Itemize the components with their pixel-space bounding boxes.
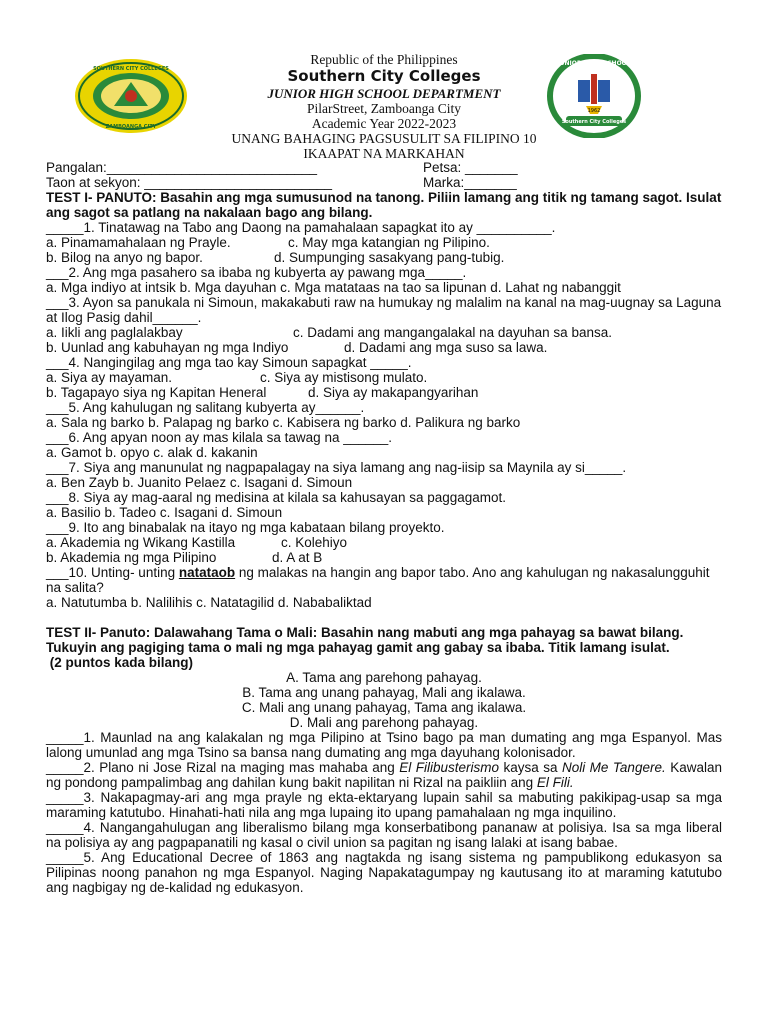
- exam-quarter: IKAAPAT NA MARKAHAN: [303, 146, 465, 161]
- q1-option-b: b. Bilog na anyo ng bapor.: [46, 250, 203, 265]
- guide-b: B. Tama ang unang pahayag, Mali ang ikalawa.: [242, 685, 526, 700]
- question-6: ___6. Ang apyan noon ay mas kilala sa tawag na ______.: [46, 430, 393, 445]
- q1-option-c: c. May mga katangian ng Pilipino.: [288, 235, 490, 250]
- exam-content: [46, 160, 722, 895]
- academic-year: Academic Year 2022-2023: [311, 116, 457, 131]
- q10-suffix: ng malakas na hangin ang bapor tabo. Ano ang kahulugan ng nakasalungguhit na salita?: [46, 565, 710, 595]
- name-date-row: [46, 160, 722, 175]
- seal-text-bottom: ZAMBOANGA CITY: [105, 124, 157, 130]
- logo-text-top: JUNIOR HIGH SCHOOL: [557, 60, 631, 67]
- guide-a: A. Tama ang parehong pahayag.: [286, 670, 482, 685]
- q4-option-d: d. Siya ay makapangyarihan: [308, 385, 479, 400]
- q1-option-a: a. Pinamamahalaan ng Prayle.: [46, 235, 231, 250]
- section-grade-row: [46, 175, 722, 190]
- q10-prefix: ___10. Unting- unting: [46, 565, 179, 580]
- q1-option-d: d. Sumpunging sasakyang pang-tubig.: [274, 250, 505, 265]
- republic-line: Republic of the Philippines: [310, 52, 458, 67]
- question-5: ___5. Ang kahulugan ng salitang kubyerta ay______.: [46, 400, 365, 415]
- test1-instruction: TEST I- PANUTO: Basahin ang mga sumusunod na tanong. Piliin lamang ang titik ng tamang sagot. Isulat ang sagot sa patlang na nakalaan bago ang bilang.: [46, 190, 722, 220]
- question-10: [46, 565, 722, 595]
- guide-c: C. Mali ang unang pahayag, Tama ang ikalawa.: [241, 700, 527, 715]
- test2-points: (2 puntos kada bilang): [46, 655, 194, 670]
- question-3: ___3. Ayon sa panukala ni Simoun, makakabuti raw na humukay ng malalim na kanal na mag-uugnay sa Laguna at Ilog Pasig dahil______.: [46, 295, 722, 325]
- question-4: ___4. Nangingilag ang mga tao kay Simoun sapagkat _____.: [46, 355, 412, 370]
- q9-option-b: b. Akademia ng mga Pilipino: [46, 550, 217, 565]
- statement-2: [46, 760, 722, 790]
- q10-options: a. Natutumba b. Nalilihis c. Natatagilid d. Nababaliktad: [46, 595, 372, 610]
- s2-part-c: Kawalan ng pondong pampalimbag ang dahilan kung bakit napilitan ni Rizal na paikliin ang: [46, 760, 722, 790]
- name-field[interactable]: Pangalan:____________________________: [46, 160, 318, 175]
- q2-options: a. Mga indiyo at intsik b. Mga dayuhan c. Mga matataas na tao sa lipunan d. Lahat ng nabanggit: [46, 280, 621, 295]
- seal-text-top: SOUTHERN CITY COLLEGES: [93, 66, 169, 72]
- grade-field[interactable]: Marka:_______: [423, 175, 517, 190]
- q8-options: a. Basilio b. Tadeo c. Isagani d. Simoun: [46, 505, 283, 520]
- q4-option-b: b. Tagapayo siya ng Kapitan Heneral: [46, 385, 267, 400]
- statement-1: _____1. Maunlad na ang kalakalan ng mga Pilipino at Tsino bago pa man dumating ang mga Espanyol. Mas lalong umunlad ang mga Tsino sa bansa nang dumating ang mga dayuhang kolonisador.: [46, 730, 722, 760]
- statement-4: _____4. Nangangahulugan ang liberalismo bilang mga konserbatibong pananaw at polisiya. Isa sa mga liberal na polisiya ay ang pagpapanatili ng kasal o civil union sa pagitan ng isang lalaki at isang babae.: [46, 820, 722, 850]
- school-address: PilarStreet, Zamboanga City: [306, 101, 462, 116]
- exam-title: UNANG BAHAGING PAGSUSULIT SA FILIPINO 10: [231, 131, 537, 146]
- section-field[interactable]: Taon at sekyon: _________________________: [46, 175, 333, 190]
- q3-option-d: d. Dadami ang mga suso sa lawa.: [344, 340, 548, 355]
- school-name: Southern City Colleges: [287, 67, 481, 85]
- q9-option-a: a. Akademia ng Wikang Kastilla: [46, 535, 236, 550]
- s2-title-noli: Noli Me Tangere.: [561, 760, 666, 775]
- test2-instruction: TEST II- Panuto: Dalawahang Tama o Mali: Basahin nang mabuti ang mga pahayag sa bawat bilang. Tukuyin ang pagiging tama o mali ng mga pahayag gamit ang gabay sa ibaba. Titik lamang isulat.: [46, 625, 684, 655]
- question-1: _____1. Tinatawag na Tabo ang Daong na pamahalaan sapagkat ito ay __________.: [46, 220, 556, 235]
- q6-options: a. Gamot b. opyo c. alak d. kakanin: [46, 445, 258, 460]
- statement-3: _____3. Nakapagmay-ari ang mga prayle ng ekta-ektaryang lupain sahil sa mabuting pakikipag-usap sa mga maraming katutubo. Hinahati-hati nila ang mga lupaing ito upang pamahalaan ng mga inquilino.: [46, 790, 722, 820]
- statement-5: _____5. Ang Educational Decree of 1863 ang nagtakda ng isang sistema ng pampublikong edukasyon sa Pilipinas noong panahon ng mga Espanyol. Naging Napakatagumpay ng kautusang ito at maraming katutubo ang nagbigay ng de-kalidad ng edukasyon.: [46, 850, 722, 895]
- guide-d: D. Mali ang parehong pahayag.: [289, 715, 479, 730]
- question-2: ___2. Ang mga pasahero sa ibaba ng kubyerta ay pawang mga_____.: [46, 265, 467, 280]
- question-8: ___8. Siya ay mag-aaral ng medisina at kilala sa kahusayan sa paggagamot.: [46, 490, 507, 505]
- s2-part-a: _____2. Plano ni Jose Rizal na maging mas mahaba ang: [46, 760, 400, 775]
- date-field[interactable]: Petsa: _______: [423, 160, 518, 175]
- q4-option-c: c. Siya ay mistisong mulato.: [260, 370, 428, 385]
- s2-title-elfili-short: El Fili.: [536, 775, 574, 790]
- q9-option-d: d. A at B: [272, 550, 323, 565]
- q5-options: a. Sala ng barko b. Palapag ng barko c. Kabisera ng barko d. Palikura ng barko: [46, 415, 521, 430]
- q3-option-b: b. Uunlad ang kabuhayan ng mga Indiyo: [46, 340, 289, 355]
- q9-option-c: c. Kolehiyo: [281, 535, 348, 550]
- q7-options: a. Ben Zayb b. Juanito Pelaez c. Isagani d. Simoun: [46, 475, 353, 490]
- q10-underlined-word: natataob: [178, 565, 236, 580]
- q3-option-c: c. Dadami ang mangangalakal na dayuhan sa bansa.: [293, 325, 612, 340]
- department-name: JUNIOR HIGH SCHOOL DEPARTMENT: [267, 86, 501, 101]
- logo-text-bottom: Southern City Colleges: [561, 119, 627, 125]
- q3-option-a: a. Iikli ang paglalakbay: [46, 325, 183, 340]
- question-9: ___9. Ito ang binabalak na itayo ng mga kabataan bilang proyekto.: [46, 520, 445, 535]
- s2-title-elfili: El Filibusterismo: [399, 760, 499, 775]
- q4-option-a: a. Siya ay mayaman.: [46, 370, 173, 385]
- s2-part-b: kaysa sa: [498, 760, 562, 775]
- question-7: ___7. Siya ang manunulat ng nagpapalagay na siya lamang ang nag-iisip sa Maynila ay si_____.: [46, 460, 627, 475]
- logo-year: 1962: [587, 108, 601, 114]
- document-header: [0, 52, 768, 161]
